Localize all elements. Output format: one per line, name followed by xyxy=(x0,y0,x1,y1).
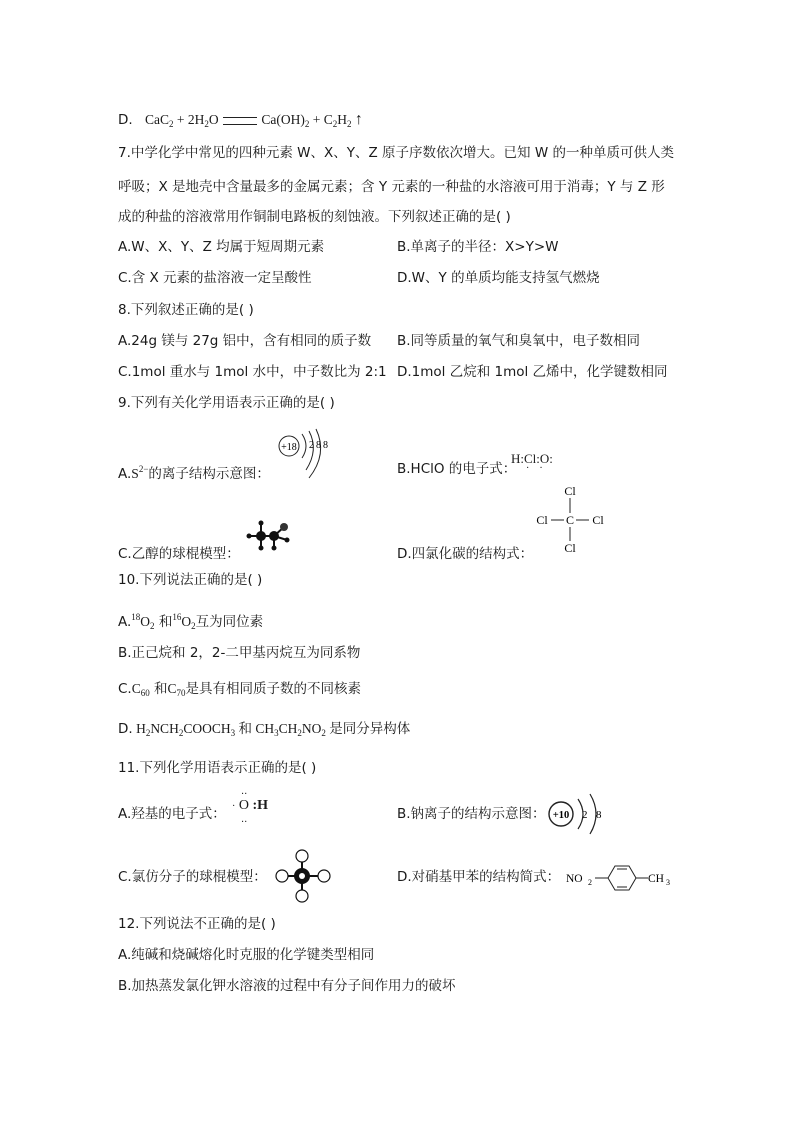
shell-count-2: 8 xyxy=(596,809,602,821)
q9-option-d: D.四氯化碳的结构式： xyxy=(397,546,534,562)
na-ion-structure-diagram xyxy=(544,792,610,836)
q11-option-d: D.对硝基甲苯的结构简式： xyxy=(397,869,561,885)
q10-option-c: $C.C_{60}$ 和$C_{70}$是具有相同质子数的不同核素 xyxy=(118,681,362,698)
q8-option-a: A.24g 镁与 27g 铝中，含有相同的质子数 xyxy=(118,333,372,349)
q9-option-b: B.HClO 的电子式： xyxy=(397,461,517,477)
q12-option-a: A.纯碱和烧碱熔化时克服的化学键类型相同 xyxy=(118,947,375,963)
q8-option-c: C.1mol 重水与 1mol 水中，中子数比为 2:1 xyxy=(118,364,387,380)
equation: $CaC_2 + 2H_2O$ $Ca(OH)_2 + C_2H_2$ ↑ xyxy=(144,111,363,129)
q6-option-d xyxy=(118,110,363,134)
methyl-group: CH xyxy=(648,873,664,885)
q7-option-d: D.W、Y 的单质均能支持氢气燃烧 xyxy=(397,270,600,286)
shell-count-3: 8 xyxy=(323,440,328,451)
q8-option-b: B.同等质量的氧气和臭氧中，电子数相同 xyxy=(397,333,641,349)
cl-top: Cl xyxy=(564,484,576,498)
q8-option-d: D.1mol 乙烷和 1mol 乙烯中，化学键数相同 xyxy=(397,364,668,380)
q11-option-a: A.羟基的电子式： xyxy=(118,806,226,822)
q10-option-b: B.正己烷和 2，2-二甲基丙烷互为同系物 xyxy=(118,645,361,661)
lone-pair-dots: ·· xyxy=(526,463,553,474)
nucleus-charge: +18 xyxy=(281,442,297,453)
q10-stem: 10.下列说法正确的是( ) xyxy=(118,572,263,588)
shell-count-1: 2 xyxy=(309,440,314,451)
q7-option-a: A.W、X、Y、Z 均属于短周期元素 xyxy=(118,239,325,255)
q9-option-a: $A.S^{2-}$的离子结构示意图： xyxy=(118,464,270,482)
q8-stem: 8.下列叙述正确的是( ) xyxy=(118,302,254,318)
chloroform-ball-stick-model xyxy=(274,848,332,904)
cl-right: Cl xyxy=(592,513,604,527)
cl-left: Cl xyxy=(536,513,548,527)
s2-ion-structure-diagram xyxy=(276,428,336,480)
q7-stem-line2: 呼吸；X 是地壳中含量最多的金属元素；含 Y 元素的一种盐的水溶液可用于消毒；Y 与 Z 形 xyxy=(118,179,665,195)
cl-bottom: Cl xyxy=(564,541,576,555)
q12-stem: 12.下列说法不正确的是( ) xyxy=(118,916,276,932)
lone-pair-bottom: ·· xyxy=(241,817,248,828)
nitro-group: NO xyxy=(566,873,583,885)
q11-option-b: B.钠离子的结构示意图： xyxy=(397,806,546,822)
q7-option-b: B.单离子的半径：X>Y>W xyxy=(397,239,559,255)
q11-stem: 11.下列化学用语表示正确的是( ) xyxy=(118,760,317,776)
q7-option-c: C.含 X 元素的盐溶液一定呈酸性 xyxy=(118,270,312,286)
ethanol-ball-stick-model xyxy=(244,518,294,554)
q9-option-c: C.乙醇的球棍模型： xyxy=(118,546,240,562)
option-letter: D. xyxy=(118,112,133,128)
hclo-electron-formula: H:Cl:O: xyxy=(511,451,553,466)
q11-option-c: C.氯仿分子的球棍模型： xyxy=(118,869,267,885)
svg-text:3: 3 xyxy=(666,878,670,887)
q7-stem-line3: 成的种盐的溶液常用作铜制电路板的刻蚀液。下列叙述正确的是( ) xyxy=(118,209,511,225)
q10-option-a: $A.^{18}O_2$ 和$^{16}O_2$互为同位素 xyxy=(118,612,264,631)
nucleus-charge: +10 xyxy=(552,810,570,821)
q7-stem-line1: 7.中学化学中常见的四种元素 W、X、Y、Z 原子序数依次增大。已知 W 的一种单质可供人类 xyxy=(118,145,674,161)
q10-option-d: D. $H_2NCH_2COOCH_3$ 和 $CH_3CH_2NO_2$ 是同分异构体 xyxy=(118,721,411,738)
ccl4-structural-formula xyxy=(532,482,608,558)
gas-arrow: ↑ xyxy=(354,111,363,128)
q12-option-b: B.加热蒸发氯化钾水溶液的过程中有分子间作用力的破坏 xyxy=(118,978,456,994)
hydroxyl-electron-formula: · O :H xyxy=(232,798,269,813)
q9-stem: 9.下列有关化学用语表示正确的是( ) xyxy=(118,395,335,411)
shell-count-1: 2 xyxy=(582,809,588,821)
lone-pair-top: ·· xyxy=(241,789,248,800)
svg-text:2: 2 xyxy=(588,878,592,887)
shell-count-2: 8 xyxy=(316,440,321,451)
p-nitrotoluene-structure xyxy=(564,860,674,894)
carbon-center: C xyxy=(565,513,575,527)
equals-sign xyxy=(223,117,257,125)
